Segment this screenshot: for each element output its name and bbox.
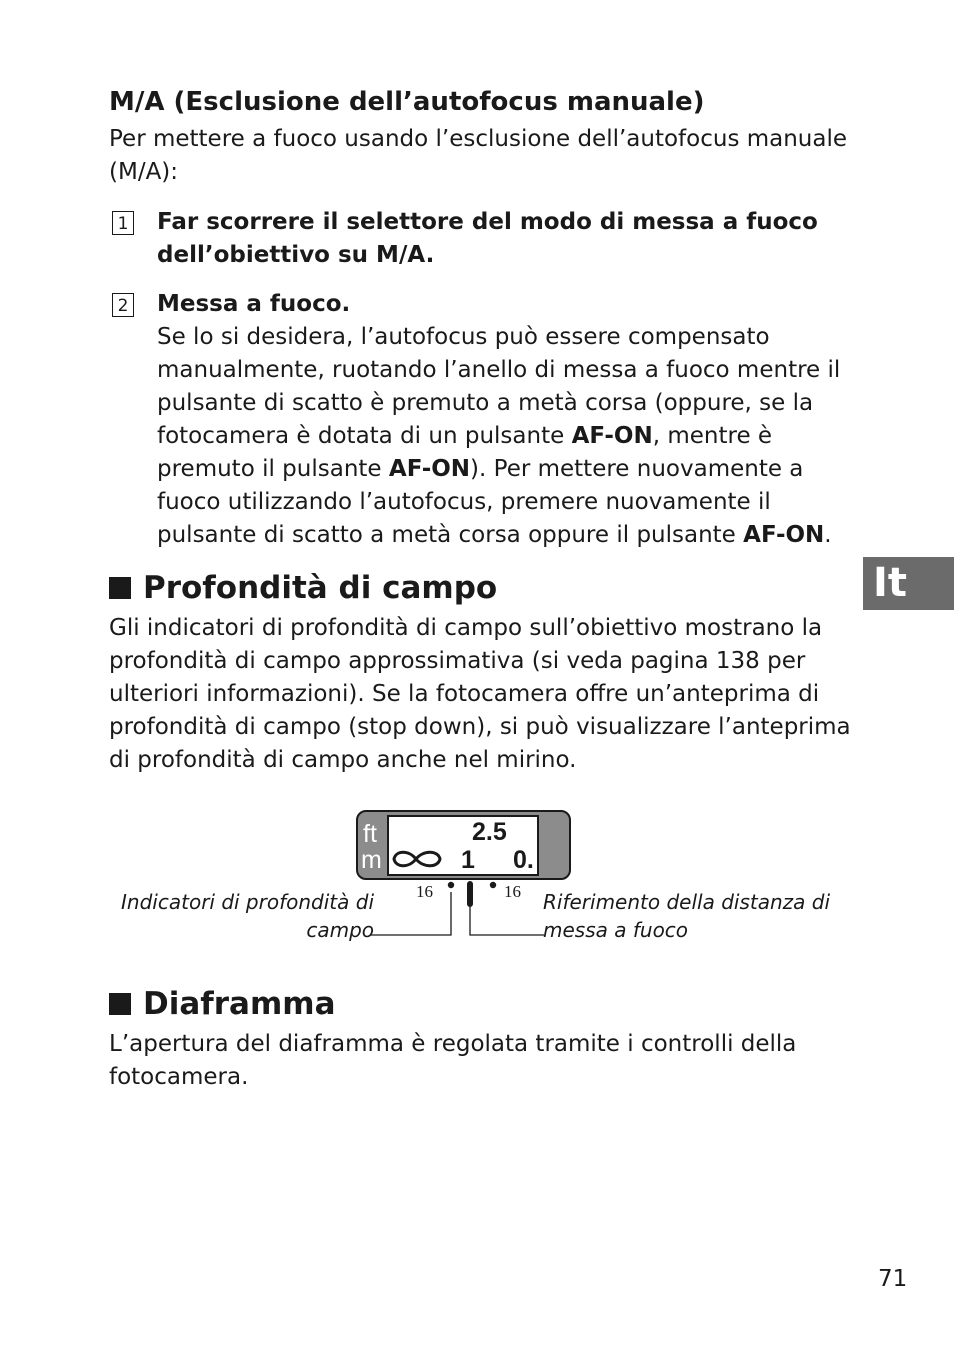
depth-line: di profondità di campo anche nel mirino. (109, 747, 577, 773)
step-1-line: dell’obiettivo su M/A. (157, 242, 435, 268)
text-run: , mentre è (652, 423, 773, 449)
scale-value-0: 0. (513, 846, 534, 874)
step-number-2: 2 (112, 293, 134, 317)
depth-dot-left (448, 882, 454, 888)
section-title-ma: M/A (Esclusione dell’autofocus manuale) (109, 87, 705, 117)
ma-intro-line: Per mettere a fuoco usando l’esclusione dell’autofocus manuale (109, 126, 848, 152)
focus-reference-mark (467, 881, 473, 907)
page-number: 71 (878, 1266, 908, 1292)
step-1-line: Far scorrere il selettore del modo di messa a fuoco (157, 209, 818, 235)
text-run: . (824, 522, 832, 548)
step-2-line: pulsante di scatto è premuto a metà corsa (oppure, se la (157, 390, 814, 416)
caption-line: messa a fuoco (543, 918, 689, 942)
unit-ft-label: ft (363, 820, 377, 848)
leader-line-left (371, 892, 451, 935)
step-2-line: Se lo si desidera, l’autofocus può essere compensato (157, 324, 770, 350)
aperture-paragraph (109, 1028, 796, 1094)
text-run: ). Per mettere nuovamente a (470, 456, 804, 482)
ma-intro-line: (M/A): (109, 159, 179, 185)
step-1-text (157, 206, 818, 272)
text-run: premuto il pulsante (157, 456, 389, 482)
caption-line: Indicatori di profondità di (121, 890, 374, 914)
caption-focus-reference (543, 888, 843, 944)
caption-line: campo (306, 918, 374, 942)
ma-intro (109, 123, 847, 189)
step-2-heading: Messa a fuoco. (157, 291, 351, 317)
aperture-line: L’apertura del diaframma è regolata tramite i controlli della (109, 1031, 797, 1057)
caption-line: Riferimento della distanza di (543, 890, 831, 914)
aperture-line: fotocamera. (109, 1064, 249, 1090)
depth-title-text: Profondità di campo (143, 570, 498, 606)
depth-mark-right-16: 16 (504, 882, 521, 901)
depth-line: Gli indicatori di profondità di campo sull’obiettivo mostrano la (109, 615, 823, 641)
aperture-title-text: Diaframma (143, 986, 336, 1022)
step-2-line: manualmente, ruotando l’anello di messa a fuoco mentre il (157, 357, 841, 383)
step-2-line (157, 519, 840, 552)
depth-dot-right (490, 882, 496, 888)
depth-paragraph (109, 612, 851, 777)
depth-line: profondità di campo (stop down), si può visualizzare l’anteprima (109, 714, 851, 740)
text-run: pulsante di scatto a metà corsa oppure il pulsante (157, 522, 744, 548)
af-on-label: AF-ON (388, 456, 471, 482)
leader-line-right (470, 907, 544, 935)
af-on-label: AF-ON (571, 423, 653, 449)
af-on-label: AF-ON (743, 522, 825, 548)
scale-value-2-5: 2.5 (472, 818, 507, 846)
step-2-line: fuoco utilizzando l’autofocus, premere nuovamente il (157, 489, 771, 515)
step-2-text (157, 288, 840, 552)
unit-m-label: m (361, 846, 382, 874)
square-bullet-icon (109, 577, 131, 599)
depth-line: profondità di campo approssimativa (si veda pagina 138 per (109, 648, 806, 674)
text-run: fotocamera è dotata di un pulsante (157, 423, 572, 449)
step-number-1: 1 (112, 211, 134, 235)
caption-depth-indicators (100, 888, 374, 944)
section-title-depth (109, 569, 497, 607)
language-tab: It (863, 557, 954, 610)
section-title-aperture (109, 985, 336, 1023)
step-2-line (157, 420, 840, 453)
step-2-line (157, 453, 840, 486)
scale-value-1: 1 (461, 846, 475, 874)
square-bullet-icon (109, 993, 131, 1015)
depth-mark-left-16: 16 (416, 882, 433, 901)
depth-line: ulteriori informazioni). Se la fotocamera offre un’anteprima di (109, 681, 820, 707)
